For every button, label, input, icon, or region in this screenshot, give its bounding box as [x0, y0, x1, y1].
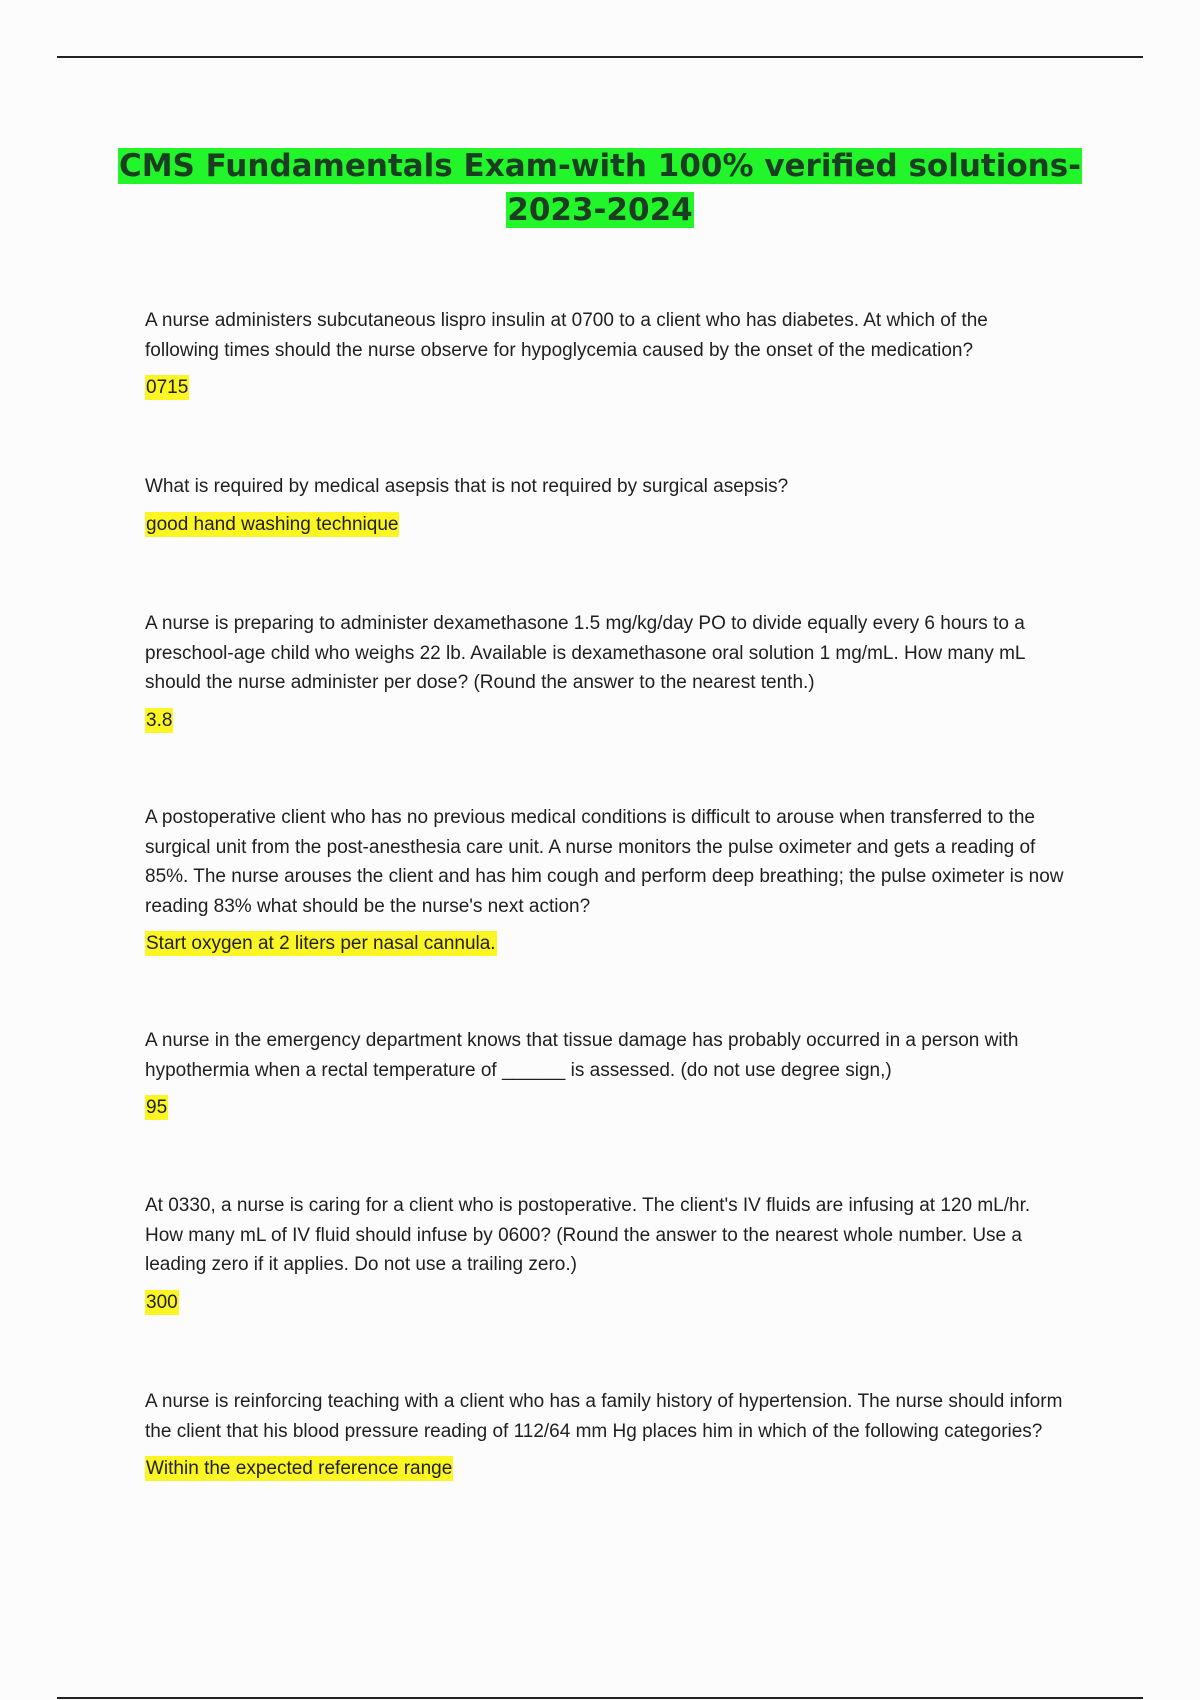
answer-5: [145, 1095, 1065, 1121]
qa-item-4: [145, 803, 1065, 957]
qa-item-3: [145, 609, 1065, 734]
question-7: A nurse is reinforcing teaching with a client who has a family history of hypertension. The nurse should inform the client that his blood pressure reading of 112/64 mm Hg places him in which of the following categories?: [145, 1391, 1063, 1442]
qa-item-2: [145, 472, 1065, 538]
qa-item-6: [145, 1191, 1065, 1316]
question-4: A postoperative client who has no previous medical conditions is difficult to arouse when transferred to the surgical unit from the post-anesthesia care unit. A nurse monitors the pulse oximeter and gets a reading of 85%. The nurse arouses the client and has him cough and perform deep breathing; the pulse oximeter is now reading 83% what should be the nurse's next action?: [145, 807, 1064, 917]
answer-2: [145, 512, 1065, 538]
question-2: What is required by medical asepsis that is not required by surgical asepsis?: [145, 476, 789, 497]
answer-1: [145, 375, 1065, 401]
question-1: A nurse administers subcutaneous lispro insulin at 0700 to a client who has diabetes. At which of the following times should the nurse observe for hypoglycemia caused by the onset of the medication?: [145, 310, 988, 361]
question-6: At 0330, a nurse is caring for a client who is postoperative. The client's IV fluids are infusing at 120 mL/hr. How many mL of IV fluid should infuse by 0600? (Round the answer to the nearest whole number. Use a leading zero if it applies. Do not use a trailing zero.): [145, 1195, 1031, 1275]
top-rule: [57, 56, 1143, 58]
answer-6-text: 300: [146, 1291, 178, 1313]
answer-2-text: good hand washing technique: [146, 513, 399, 535]
title-line-2: 2023-2024: [507, 192, 693, 228]
answer-4: [145, 931, 1065, 957]
answer-3: [145, 708, 1065, 734]
question-3: A nurse is preparing to administer dexamethasone 1.5 mg/kg/day PO to divide equally every 6 hours to a preschool-age child who weighs 22 lb. Available is dexamethasone oral solution 1 mg/mL. How many mL should the nurse administer per dose? (Round the answer to the nearest tenth.): [145, 613, 1025, 693]
answer-1-text: 0715: [146, 377, 189, 398]
answer-3-text: 3.8: [146, 709, 173, 731]
answer-5-text: 95: [146, 1097, 168, 1118]
answer-6: [145, 1290, 1065, 1316]
bottom-rule: [57, 1697, 1143, 1699]
qa-item-7: [145, 1387, 1065, 1482]
qa-item-5: [145, 1026, 1065, 1121]
qa-item-1: [145, 306, 1065, 401]
answer-7-text: Within the expected reference range: [146, 1458, 453, 1479]
answer-4-text: Start oxygen at 2 liters per nasal cannula.: [146, 933, 496, 954]
answer-7: [145, 1456, 1065, 1482]
document-title: [0, 144, 1200, 232]
question-5: A nurse in the emergency department knows that tissue damage has probably occurred in a person with hypothermia when a rectal temperature of ______ is assessed. (do not use degree sign,): [145, 1030, 1019, 1081]
title-line-1: CMS Fundamentals Exam-with 100% verified solutions-: [118, 148, 1082, 184]
